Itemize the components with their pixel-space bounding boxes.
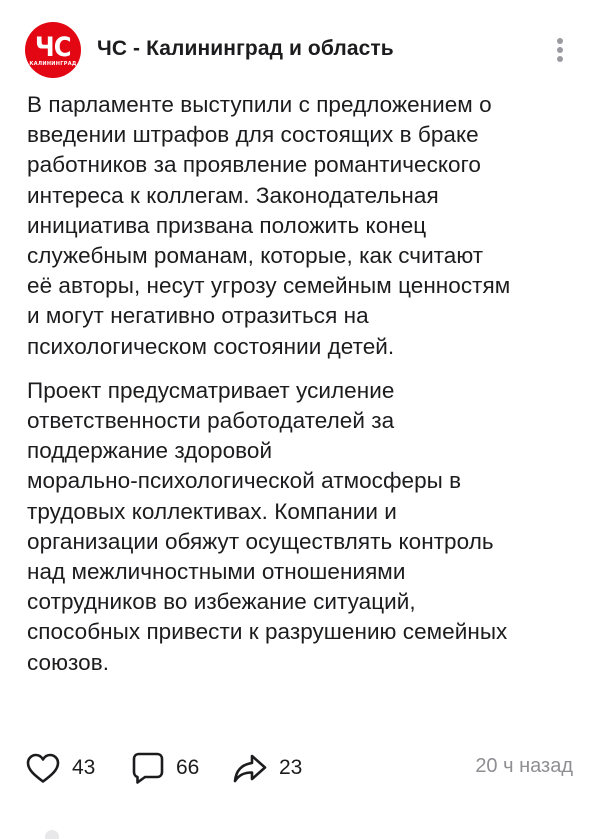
- share-button[interactable]: [232, 745, 302, 791]
- channel-avatar[interactable]: [25, 22, 81, 78]
- post-paragraph-1: В парламенте выступили с предложением о введении штрафов для состоящих в браке работников за проявление романтического интереса к коллегам. Законодательная инициатива призвана положить конец служебным романам, которые, как считают её авторы, несут угрозу семейным ценностям и могут негативно отразиться на психологическом состоянии детей.: [27, 92, 511, 359]
- comment-bubble-icon: [131, 751, 165, 785]
- share-count: 23: [279, 756, 303, 779]
- channel-logo-text: ЧС: [35, 32, 71, 63]
- more-vertical-icon-dot: [557, 56, 563, 62]
- post-divider: [0, 800, 600, 801]
- like-count: 43: [72, 756, 96, 779]
- channel-logo-subtext: КАЛИНИНГРАД: [29, 61, 77, 67]
- post-paragraph-2: Проект предусматривает усиление ответственности работодателей за поддержание здоровой морально-психологической атмосферы в трудовых коллективах. Компании и организации обяжут осуществлять контроль над межличностными отношениями сотрудников во избежание ситуаций, способных привести к разрушению семейных союзов.: [27, 377, 508, 675]
- comment-button[interactable]: [131, 745, 199, 791]
- more-options-button[interactable]: [548, 32, 572, 68]
- like-button[interactable]: [25, 745, 95, 791]
- next-post-avatar-edge: [45, 830, 59, 839]
- more-vertical-icon: [557, 38, 563, 44]
- share-arrow-icon: [232, 752, 268, 784]
- post-header: [0, 0, 600, 90]
- post-timestamp: 20 ч назад: [475, 755, 573, 777]
- post-text: [27, 90, 583, 678]
- comment-count: 66: [176, 756, 200, 779]
- post-footer: [0, 745, 600, 791]
- heart-icon: [25, 752, 61, 784]
- more-vertical-icon-dot: [557, 47, 563, 53]
- channel-name[interactable]: ЧС - Калининград и область: [97, 37, 394, 60]
